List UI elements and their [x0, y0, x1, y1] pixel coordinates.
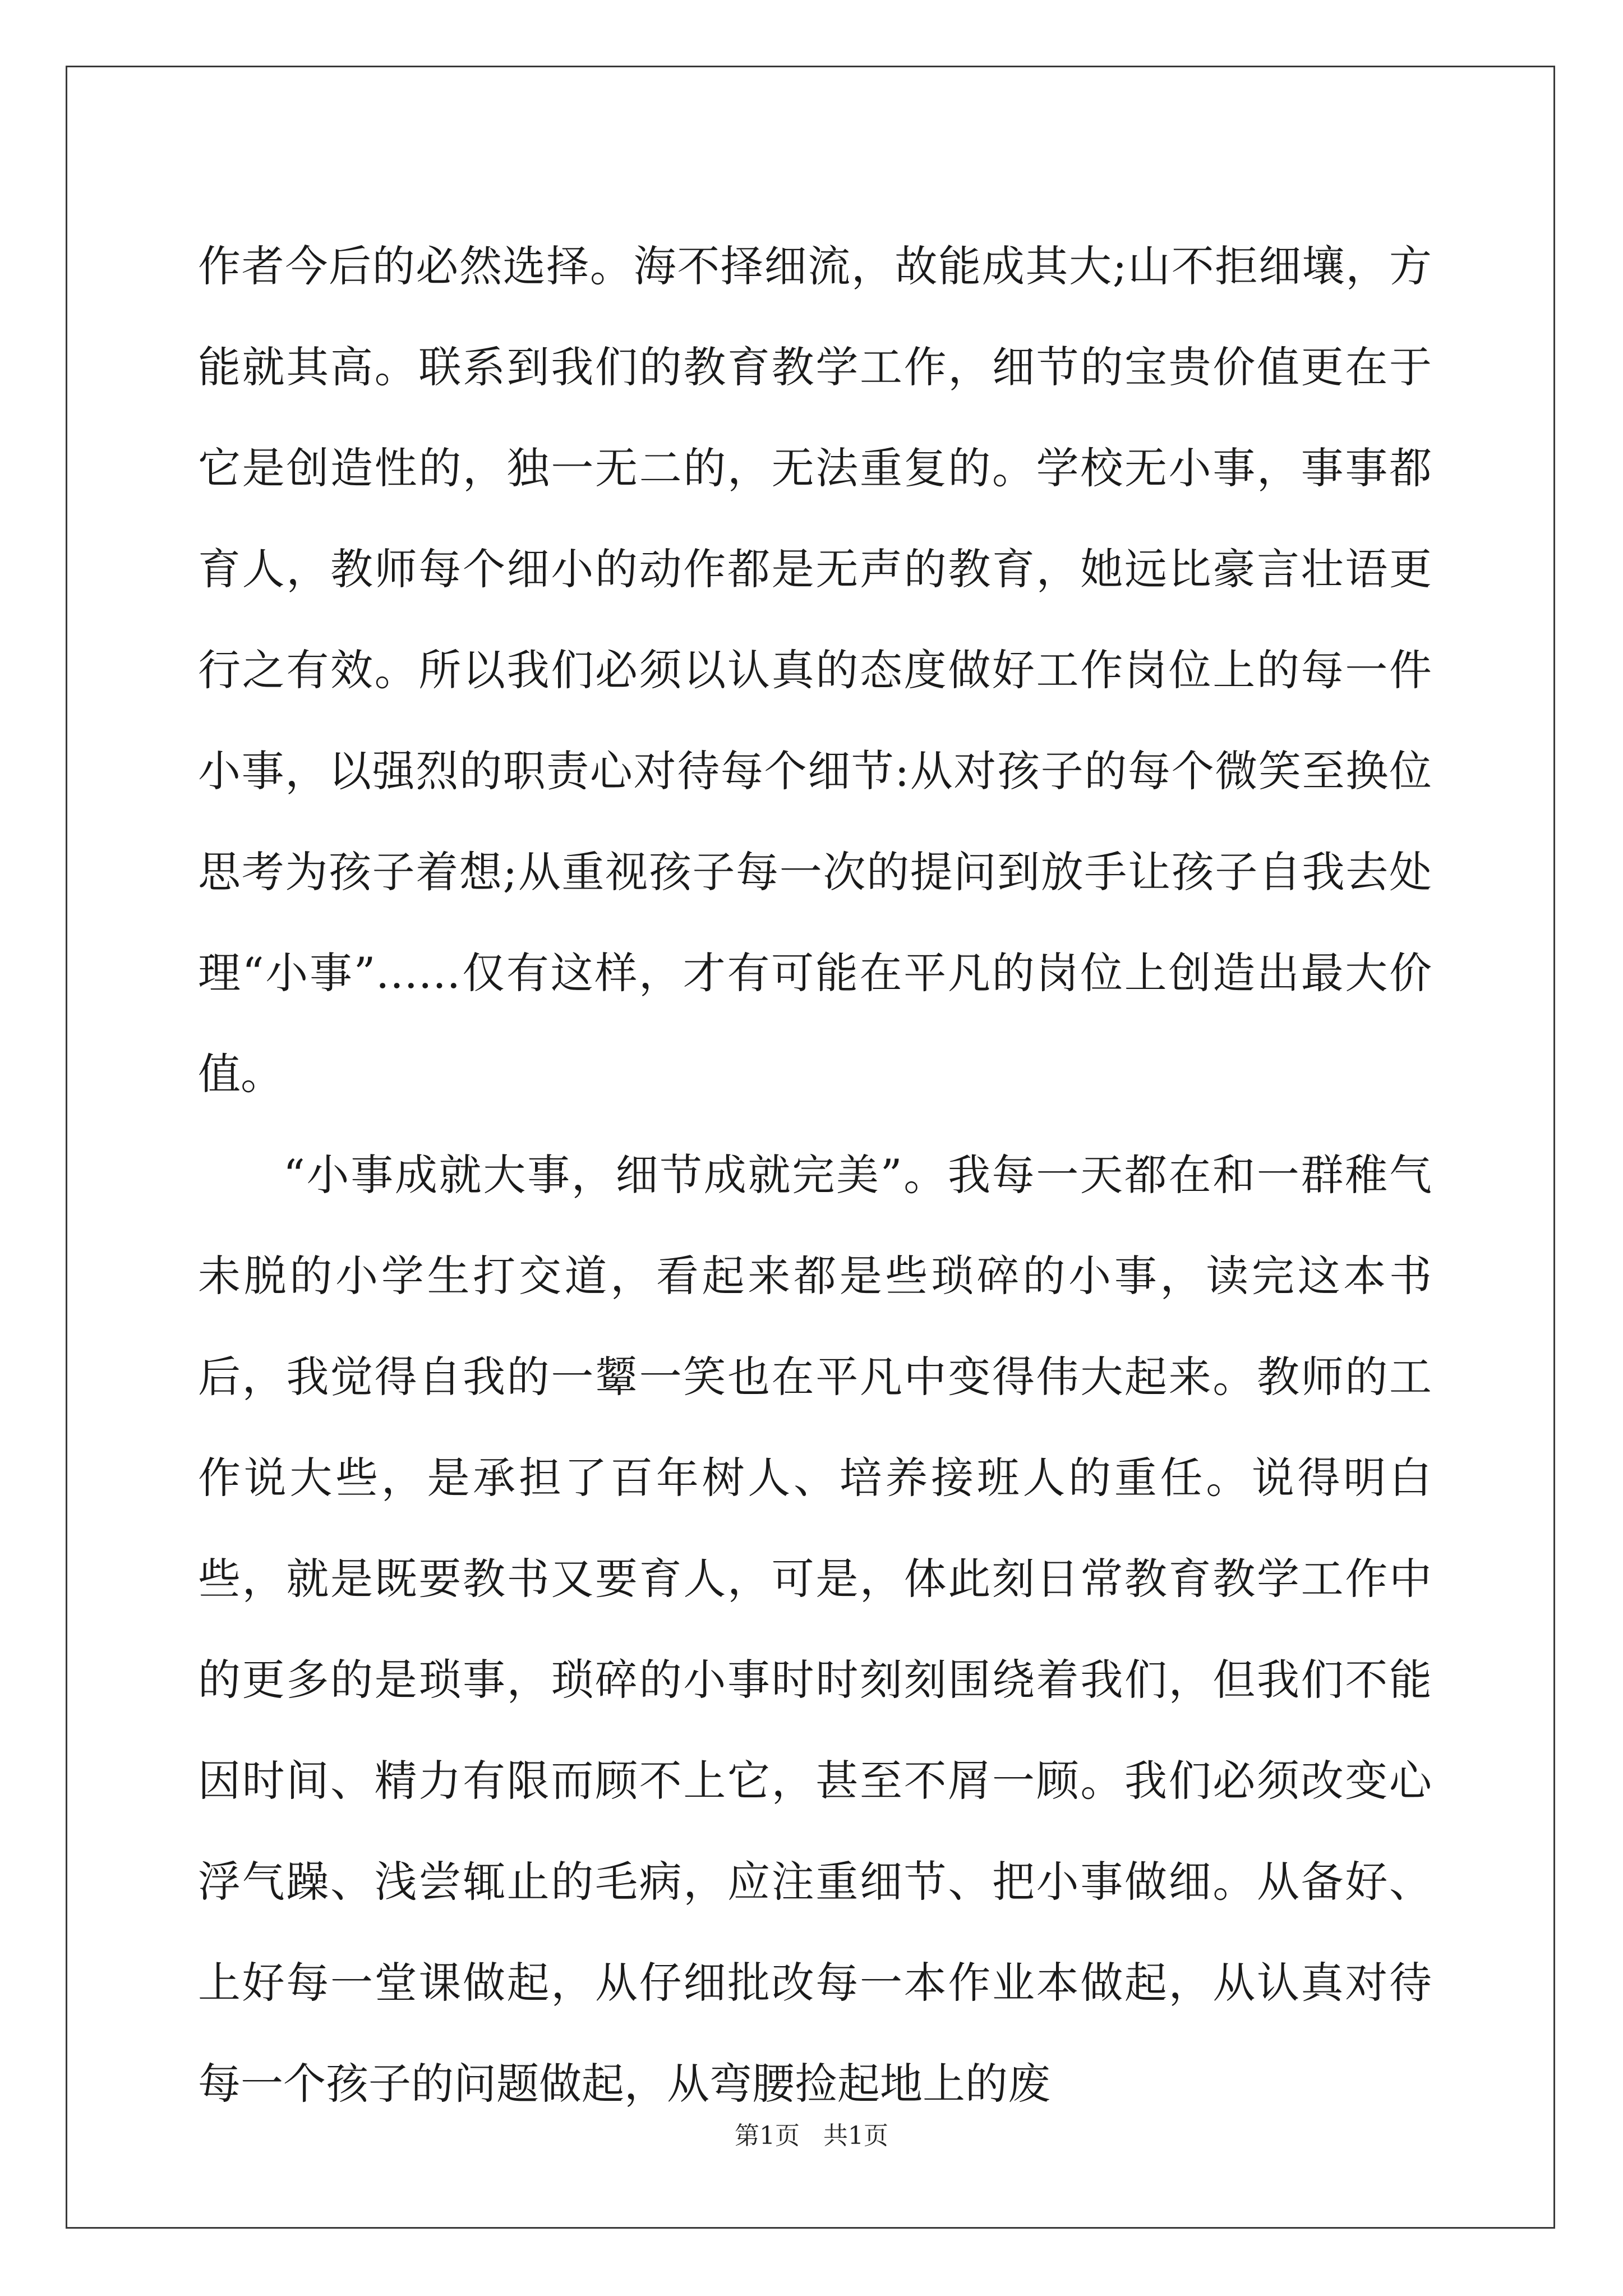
- page-footer: [0, 2119, 1623, 2153]
- paragraph-1: 作者今后的必然选择。海不择细流，故能成其大;山不拒细壤，方能就其高。联系到我们的教育教学工作，细节的宝贵价值更在于它是创造性的，独一无二的，无法重复的。学校无小事，事事都育人，教师每个细小的动作都是无声的教育，她远比豪言壮语更行之有效。所以我们必须以认真的态度做好工作岗位上的每一件小事，以强烈的职责心对待每个细节:从对孩子的每个微笑至换位思考为孩子着想;从重视孩子每一次的提问到放手让孩子自我去处理“小事”……仅有这样，才有可能在平凡的岗位上创造出最大价值。: [198, 241, 1432, 1099]
- document-body: [198, 216, 1432, 2134]
- page-total: 共1页: [823, 2122, 888, 2150]
- paragraph-2: “小事成就大事，细节成就完美”。我每一天都在和一群稚气未脱的小学生打交道，看起来都是些琐碎的小事，读完这本书后，我觉得自我的一颦一笑也在平凡中变得伟大起来。教师的工作说大些，是承担了百年树人、培养接班人的重任。说得明白些，就是既要教书又要育人，可是，体此刻日常教育教学工作中的更多的是琐事，琐碎的小事时时刻刻围绕着我们，但我们不能因时间、精力有限而顾不上它，甚至不屑一顾。我们必须改变心浮气躁、浅尝辄止的毛病，应注重细节、把小事做细。从备好、上好每一堂课做起，从仔细批改每一本作业本做起，从认真对待每一个孩子的问题做起，从弯腰捡起地上的废: [198, 1150, 1432, 2109]
- page-number: 第1页: [735, 2122, 800, 2150]
